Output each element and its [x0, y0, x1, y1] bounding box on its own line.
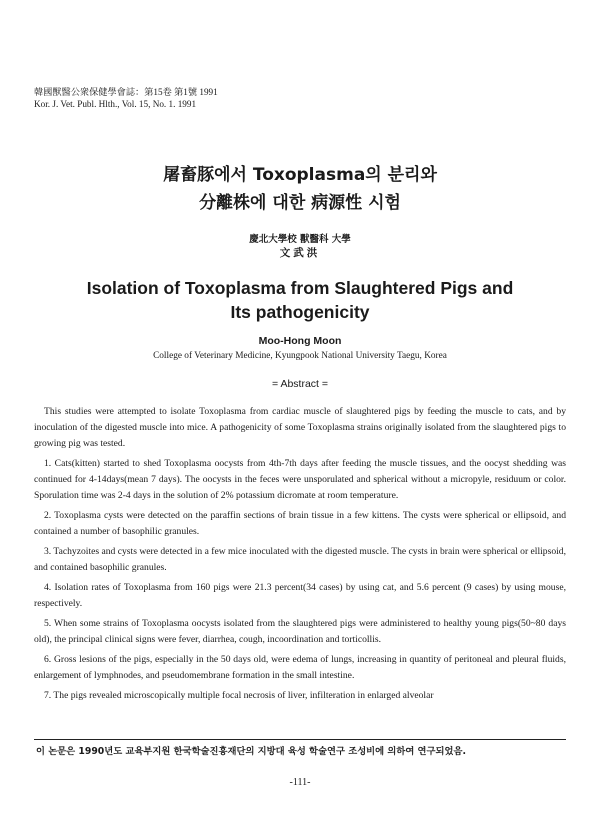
funding-footnote: 이 논문은 1990년도 교육부지원 한국학술진흥재단의 지방대 육성 학술연구 조성비에 의하여 연구되었음.	[36, 746, 466, 757]
abstract-paragraph: 3. Tachyzoites and cysts were detected in a few mice inoculated with the digested muscle. The cysts in brain were spherical or ellipsoid, and contained basophilic granules.	[34, 546, 566, 573]
journal-citation-english: Kor. J. Vet. Publ. Hlth., Vol. 15, No. 1. 1991	[34, 99, 197, 109]
journal-citation-korean: 韓國獸醫公衆保健學會誌：第15卷 第1號 1991	[34, 87, 218, 97]
english-affiliation: College of Veterinary Medicine, Kyungpook National University Taegu, Korea	[153, 351, 447, 361]
page-number: -111-	[289, 777, 311, 788]
english-title-line-2: Its pathogenicity	[230, 302, 370, 322]
korean-affiliation: 慶北大學校 獸醫科 大學	[249, 234, 351, 245]
abstract-paragraph: 6. Gross lesions of the pigs, especially in the 50 days old, were edema of lungs, increasing in quantity of peritoneal and pleural fluids, enlargement of lymphnodes, and pseudomembrane formation in the small intestine.	[34, 654, 566, 681]
abstract-heading: = Abstract =	[271, 378, 329, 390]
english-author: Moo-Hong Moon	[258, 335, 342, 347]
footnote-divider	[34, 739, 566, 740]
abstract-paragraph: This studies were attempted to isolate Toxoplasma from cardiac muscle of slaughtered pigs by feeding the muscle to cats, and by inoculation of the digested muscle into mice. A pathogenicity of some Toxoplasma strains originally isolated from the slaughtered pigs to growing pig was tested.	[34, 406, 566, 449]
abstract-paragraph: 7. The pigs revealed microscopically multiple focal necrosis of liver, infilteration in enlarged alveolar	[44, 690, 434, 701]
journal-citation	[34, 86, 218, 110]
english-title-line-1: Isolation of Toxoplasma from Slaughtered Pigs and	[86, 278, 514, 298]
korean-title-line-2: 分離株에 대한 病源性 시험	[199, 193, 401, 213]
abstract-paragraph: 5. When some strains of Toxoplasma oocysts isolated from the slaughtered pigs were administered to healthy young pigs(50~80 days old), the principal clinical signs were fever, diarrhea, cough, incoordination and torticollis.	[34, 618, 566, 645]
abstract-paragraph: 1. Cats(kitten) started to shed Toxoplasma oocysts from 4th-7th days after feeding the muscle tissues, and the oocyst shedding was continued for 4-14days(mean 7 days). The oocysts in the feces were unsporulated and spherical without a micropyle, residuum or color. Sporulation time was 2-4 days in the solution of 2% potassium dicromate at room temperature.	[34, 458, 566, 501]
abstract-body	[34, 404, 566, 704]
korean-title-line-1: 屠畜豚에서 Toxoplasma의 분리와	[163, 165, 437, 185]
abstract-paragraph: 2. Toxoplasma cysts were detected on the paraffin sections of brain tissue in a few kittens. The cysts were spherical or ellipsoid, and contained a number of basophilic granules.	[34, 510, 566, 537]
abstract-paragraph: 4. Isolation rates of Toxoplasma from 160 pigs were 21.3 percent(34 cases) by using cat, and 5.6 percent (9 cases) by using mouse, respectively.	[34, 582, 566, 609]
korean-author: 文武洪	[279, 247, 321, 259]
